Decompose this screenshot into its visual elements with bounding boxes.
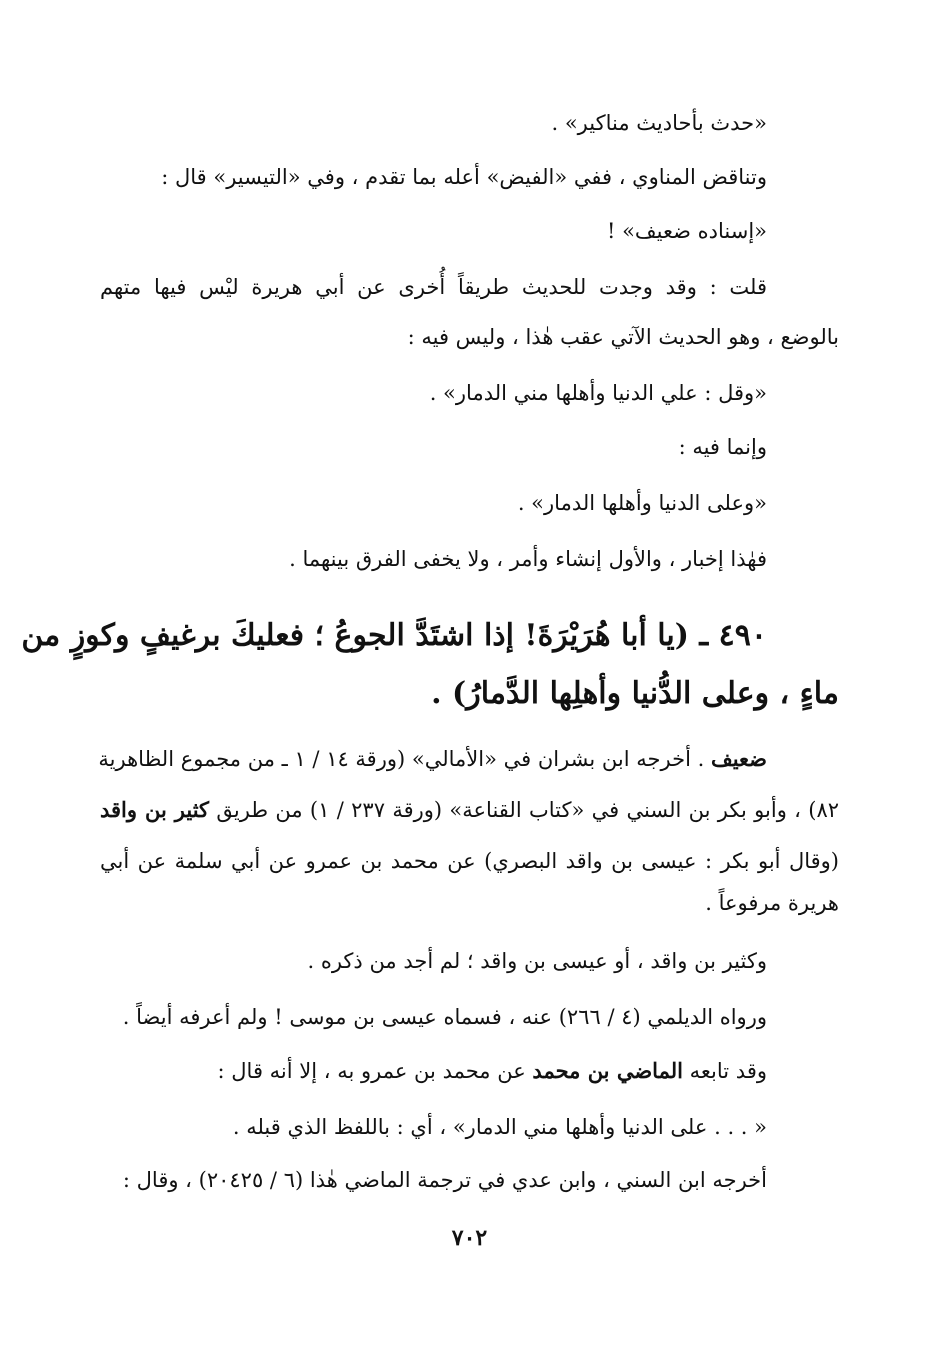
text-line [218, 1056, 767, 1086]
text-line: بالوضع ، وهو الحديث الآتي عقب هٰذا ، وليس فيه : [407, 325, 839, 349]
narrator-name: كثير بن واقد [100, 797, 210, 822]
text-segment: . أخرجه ابن بشران في «الأمالي» (ورقة ١٤ / ١ ـ من مجموع الظاهرية [98, 747, 705, 771]
narrator-name: الماضي بن محمد [532, 1058, 683, 1083]
hadith-heading: ٤٩٠ ـ (يا أبا هُرَيْرَةَ! إذا اشتَدَّ الجوعُ ؛ فعليكَ برغيفٍ وكوزٍ من [21, 618, 767, 653]
text-line: ورواه الديلمي (٤ / ٢٦٦) عنه ، فسماه عيسى بن موسى ! ولم أعرفه أيضاً . [122, 1005, 767, 1029]
text-segment: عن محمد بن عمرو به ، إلا أنه قال : [217, 1059, 526, 1083]
text-line: هريرة مرفوعاً . [705, 891, 839, 915]
text-line: وكثير بن واقد ، أو عيسى بن واقد ؛ لم أجد من ذكره . [307, 949, 767, 973]
text-line: وإنما فيه : [678, 435, 767, 459]
text-line: «إسناده ضعيف» ! [606, 219, 767, 243]
text-line: فهٰذا إخبار ، والأول إنشاء وأمر ، ولا يخفى الفرق بينهما . [289, 547, 767, 571]
text-line: (وقال أبو بكر : عيسى بن واقد البصري) عن محمد بن عمرو عن أبي سلمة عن أبي [100, 849, 839, 873]
text-segment: وقد تابعه [689, 1059, 767, 1083]
grade-label: ضعيف [710, 746, 767, 771]
text-line: «حدث بأحاديث مناكير» . [551, 111, 767, 135]
text-line: «وعلى الدنيا وأهلها الدمار» . [517, 491, 767, 515]
text-line: «وقل : علي الدنيا وأهلها مني الدمار» . [429, 381, 767, 405]
text-line [100, 795, 839, 825]
text-line [100, 744, 767, 774]
text-line: قلت : وقد وجدت للحديث طريقاً أُخرى عن أبي هريرة ليْس فيها متهم [100, 275, 767, 299]
text-line: « . . . على الدنيا وأهلها مني الدمار» ، أي : باللفظ الذي قبله . [232, 1115, 767, 1139]
text-line: أخرجه ابن السني ، وابن عدي في ترجمة الماضي هٰذا (٦ / ٢٠٤٢٥) ، وقال : [122, 1168, 767, 1192]
page-number: ٧٠٢ [451, 1225, 488, 1251]
text-segment: ٨٢) ، وأبو بكر بن السني في «كتاب القناعة» (ورقة ٢٣٧ / ١) من طريق [216, 798, 840, 822]
text-line: وتناقض المناوي ، ففي «الفيض» أعله بما تقدم ، وفي «التيسير» قال : [161, 165, 767, 189]
hadith-heading: ماءٍ ، وعلى الدُّنيا وأهلِها الدَّمارُ) . [431, 676, 839, 711]
